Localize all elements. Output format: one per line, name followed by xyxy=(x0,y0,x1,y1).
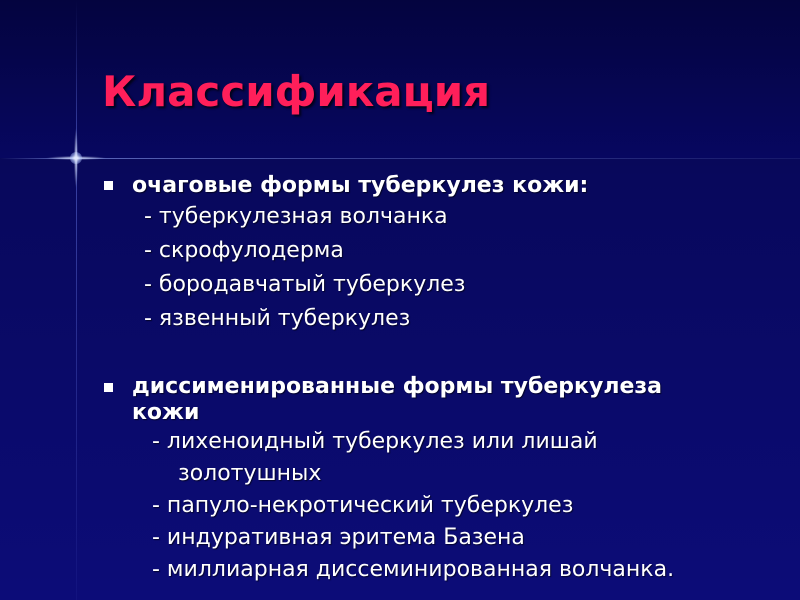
bullet-focal-forms xyxy=(104,172,764,336)
decorative-vertical-line xyxy=(76,0,77,600)
slide-title: Классификация xyxy=(102,67,491,116)
bullet-disseminated-forms xyxy=(104,374,764,586)
list-item: - индуративная эритема Базена xyxy=(152,525,525,550)
list-item: - бородавчатый туберкулез xyxy=(144,272,466,297)
list-item: - скрофулодерма xyxy=(144,238,344,263)
square-bullet-icon xyxy=(104,181,113,190)
bullet-heading-line: кожи xyxy=(132,400,200,425)
bullet-heading: очаговые формы туберкулез кожи: xyxy=(132,173,589,198)
list-item-continuation: золотушных xyxy=(178,461,322,486)
list-item: - лихеноидный туберкулез или лишай xyxy=(152,429,598,454)
list-item: - миллиарная диссеминированная волчанка. xyxy=(152,557,675,582)
list-item: - папуло-некротический туберкулез xyxy=(152,493,574,518)
decorative-horizontal-line xyxy=(0,158,800,159)
list-item: - туберкулезная волчанка xyxy=(144,204,448,229)
bullet-heading-line: диссименированные формы туберкулеза xyxy=(132,374,662,399)
list-item: - язвенный туберкулез xyxy=(144,306,411,331)
square-bullet-icon xyxy=(104,383,113,392)
slide-content xyxy=(104,172,764,586)
bullet-heading xyxy=(132,374,764,426)
